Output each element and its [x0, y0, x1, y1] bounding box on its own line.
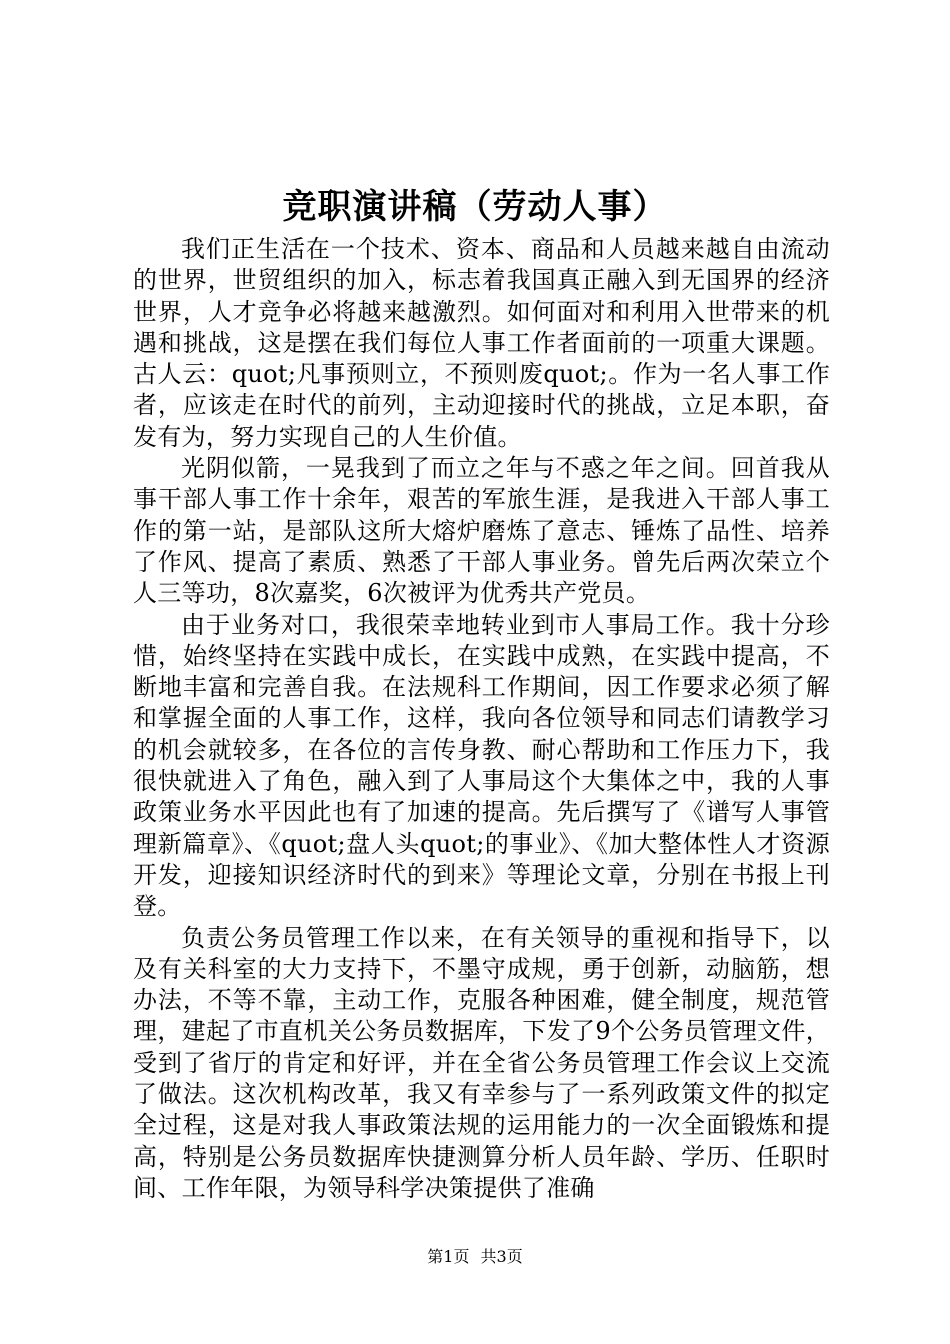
paragraph: 光阴似箭，一晃我到了而立之年与不惑之年之间。回首我从事干部人事工作十余年，艰苦的军旅生涯，是我进入干部人事工作的第一站，是部队这所大熔炉磨炼了意志、锤炼了品性、培养了作风、提高了素质、熟悉了干部人事业务。曾先后两次荣立个人三等功，8次嘉奖，6次被评为优秀共产党员。	[133, 454, 830, 608]
page-number: 第1页	[427, 1247, 470, 1266]
document-title: 竞职演讲稿（劳动人事）	[282, 187, 668, 227]
page-footer	[0, 1246, 950, 1268]
page-total: 共3页	[480, 1247, 523, 1266]
paragraph: 我们正生活在一个技术、资本、商品和人员越来越自由流动的世界，世贸组织的加入，标志着我国真正融入到无国界的经济世界，人才竞争必将越来越激烈。如何面对和利用入世带来的机遇和挑战，这是摆在我们每位人事工作者面前的一项重大课题。古人云：quot;凡事预则立，不预则废quot;。作为一名人事工作者，应该走在时代的前列，主动迎接时代的挑战，立足本职，奋发有为，努力实现自己的人生价值。	[133, 235, 830, 451]
document-body	[133, 234, 830, 1204]
paragraph: 负责公务员管理工作以来，在有关领导的重视和指导下，以及有关科室的大力支持下，不墨守成规，勇于创新，动脑筋，想办法，不等不靠，主动工作，克服各种困难，健全制度，规范管理，建起了市直机关公务员数据库，下发了9个公务员管理文件，受到了省厅的肯定和好评，并在全省公务员管理工作会议上交流了做法。这次机构改革，我又有幸参与了一系列政策文件的拟定全过程，这是对我人事政策法规的运用能力的一次全面锻炼和提高，特别是公务员数据库快捷测算分析人员年龄、学历、任职时间、工作年限，为领导科学决策提供了准确	[133, 923, 830, 1202]
paragraph: 由于业务对口，我很荣幸地转业到市人事局工作。我十分珍惜，始终坚持在实践中成长，在实践中成熟，在实践中提高，不断地丰富和完善自我。在法规科工作期间，因工作要求必须了解和掌握全面的人事工作，这样，我向各位领导和同志们请教学习的机会就较多，在各位的言传身教、耐心帮助和工作压力下，我很快就进入了角色，融入到了人事局这个大集体之中，我的人事政策业务水平因此也有了加速的提高。先后撰写了《谱写人事管理新篇章》、《quot;盘人头quot;的事业》、《加大整体性人才资源开发，迎接知识经济时代的到来》等理论文章，分别在书报上刊登。	[133, 610, 830, 921]
